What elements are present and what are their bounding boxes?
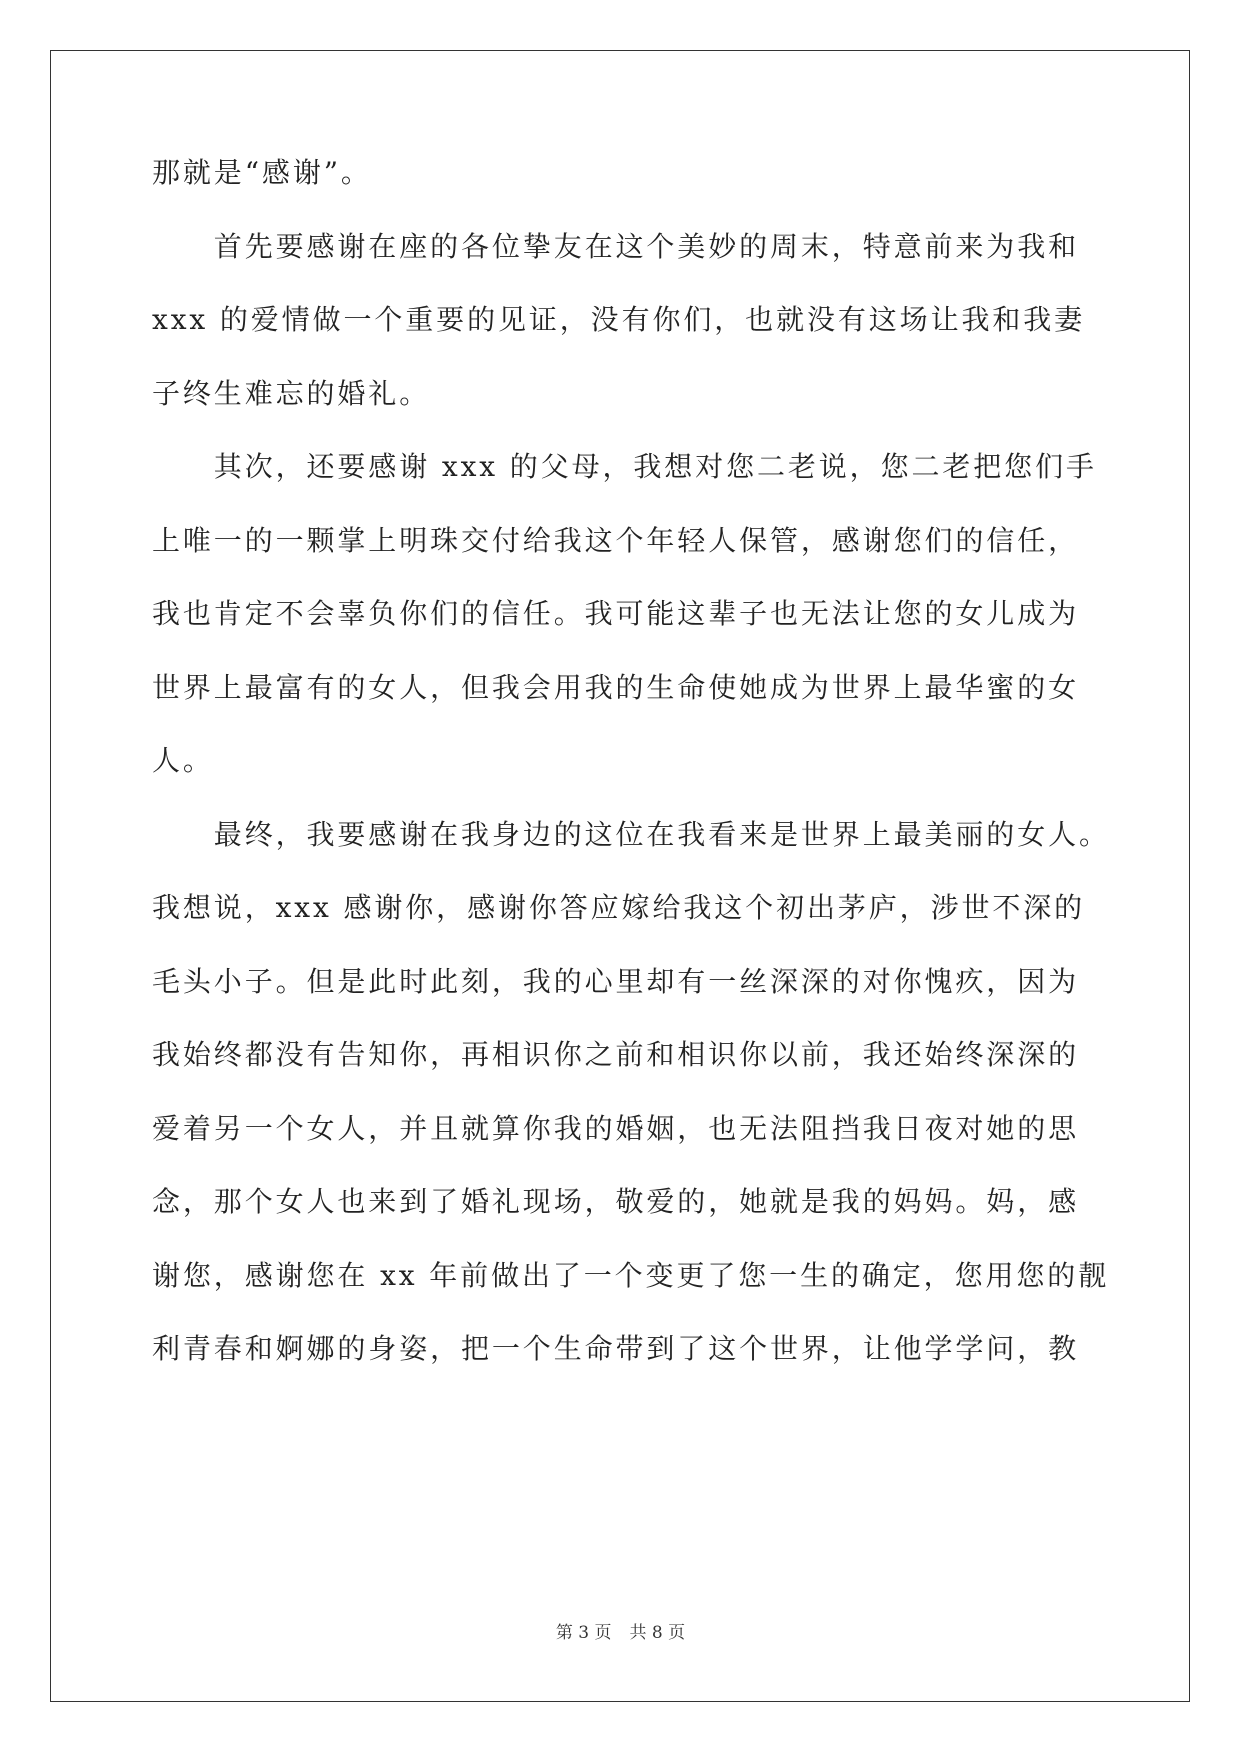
text-line: 念，那个女人也来到了婚礼现场，敬爱的，她就是我的妈妈。妈，感 (152, 1185, 1080, 1218)
text-line: 利青春和婀娜的身姿，把一个生命带到了这个世界，让他学学问，教 (152, 1332, 1080, 1365)
page-footer (0, 1622, 1241, 1644)
page-border (50, 50, 1190, 1702)
text-line: 最终，我要感谢在我身边的这位在我看来是世界上最美丽的女人。 (152, 818, 1110, 851)
text-line: 谢您，感谢您在 xx 年前做出了一个变更了您一生的确定，您用您的靓 (152, 1259, 1110, 1292)
text-line: 我始终都没有告知你，再相识你之前和相识你以前，我还始终深深的 (152, 1038, 1080, 1071)
text-line: 首先要感谢在座的各位挚友在这个美妙的周末，特意前来为我和 (152, 230, 1080, 263)
text-line: 世界上最富有的女人，但我会用我的生命使她成为世界上最华蜜的女 (152, 671, 1080, 704)
text-line: xxx 的爱情做一个重要的见证，没有你们，也就没有这场让我和我妻 (152, 303, 1086, 336)
text-line: 子终生难忘的婚礼。 (152, 377, 431, 410)
text-line: 上唯一的一颗掌上明珠交付给我这个年轻人保管，感谢您们的信任， (152, 524, 1080, 557)
text-line: 毛头小子。但是此时此刻，我的心里却有一丝深深的对你愧疚，因为 (152, 965, 1080, 998)
page-number: 第 3 页 (555, 1623, 612, 1643)
text-line: 我想说，xxx 感谢你，感谢你答应嫁给我这个初出茅庐，涉世不深的 (152, 891, 1086, 924)
page-total: 共 8 页 (629, 1623, 686, 1643)
text-line: 人。 (152, 744, 214, 777)
text-line: 其次，还要感谢 xxx 的父母，我想对您二老说，您二老把您们手 (152, 450, 1097, 483)
text-line: 那就是“感谢”。 (152, 156, 372, 189)
text-line: 我也肯定不会辜负你们的信任。我可能这辈子也无法让您的女儿成为 (152, 597, 1080, 630)
text-line: 爱着另一个女人，并且就算你我的婚姻，也无法阻挡我日夜对她的思 (152, 1112, 1080, 1145)
